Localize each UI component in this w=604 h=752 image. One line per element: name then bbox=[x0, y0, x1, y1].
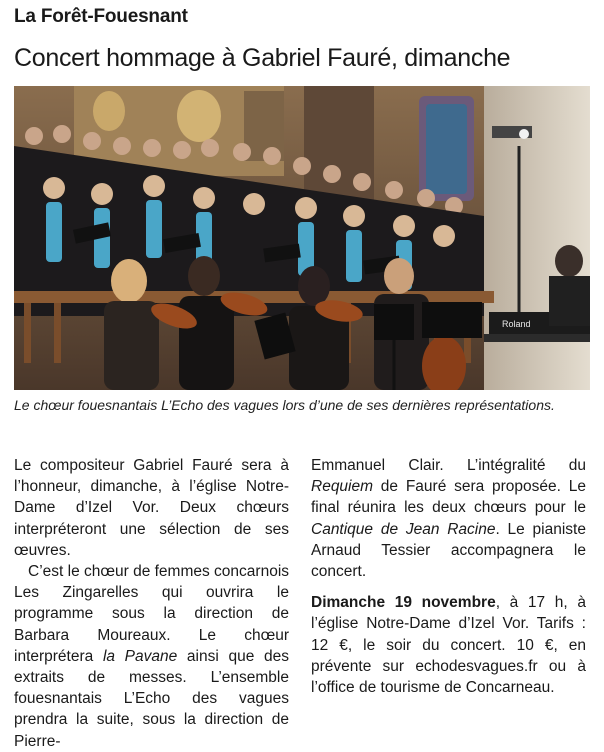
text-run: ainsi que des extraits de messes. L’ensemble fouesnantais L’Echo des vagues prendra la suite, sous la direction de Pierre- bbox=[14, 647, 289, 750]
article-paragraph bbox=[311, 455, 586, 582]
work-title: Requiem bbox=[311, 478, 374, 496]
keyboard-brand-label: Roland bbox=[502, 319, 531, 329]
article-kicker: La Forêt-Fouesnant bbox=[14, 6, 188, 27]
text-run: C’est le chœur de femmes concarnois Les Zingarelles qui ouvrira le programme sous la direction de Barbara Moureaux. Le chœur interprétera bbox=[14, 563, 290, 665]
event-date: Dimanche 19 novembre bbox=[311, 594, 496, 612]
article-paragraph bbox=[311, 592, 586, 698]
article-photo bbox=[14, 86, 590, 390]
work-title: la Pavane bbox=[102, 647, 178, 665]
text-run: Emmanuel Clair. L’intégralité du bbox=[311, 457, 586, 474]
photo-caption: Le chœur fouesnantais L’Echo des vagues lors d’une de ses dernières représentations. bbox=[14, 397, 555, 413]
article-headline: Concert hommage à Gabriel Fauré, dimanche bbox=[14, 44, 511, 72]
choir-concert-photo-icon bbox=[14, 86, 590, 390]
article-paragraph: Le compositeur Gabriel Fauré sera à l’honneur, dimanche, à l’église Notre-Dame d’Izel Vor. Deux chœurs interpréteront une sélection de ses œuvres. bbox=[14, 457, 289, 559]
article-paragraph bbox=[14, 561, 289, 752]
article-column-left bbox=[14, 455, 289, 752]
work-title: Cantique de Jean Racine bbox=[311, 520, 496, 538]
text-run: de Fauré sera proposée. Le final réunira les deux chœurs pour le bbox=[311, 478, 586, 517]
text-run: , à 17 h, à l’église Notre-Dame d’Izel Vor. Tarifs : 12 €, le soir du concert. 10 €, en prévente sur echodesvagues.fr ou à l’office de tourisme de Concarneau. bbox=[311, 594, 586, 697]
text-run: . Le pianiste Arnaud Tessier accompagnera le concert. bbox=[311, 520, 586, 581]
article-column-right bbox=[311, 455, 586, 698]
